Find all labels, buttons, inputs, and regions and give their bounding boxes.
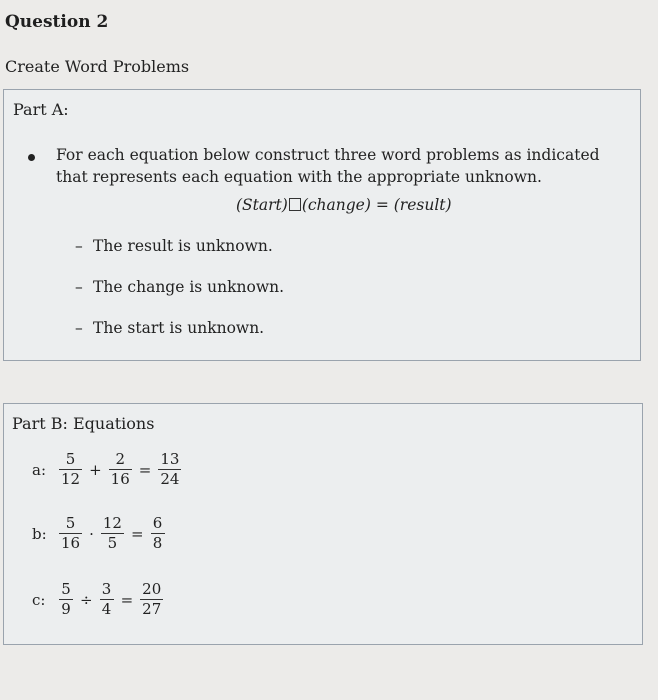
equation-change: (change)	[301, 196, 371, 214]
fraction: $\frac{13}{24}$	[160, 450, 180, 488]
list-item-text: The start is unknown.	[93, 319, 265, 337]
equals-sign: =	[120, 590, 134, 609]
fraction: $\frac{5}{16}$	[61, 514, 81, 552]
fraction: $\frac{12}{5}$	[102, 514, 122, 552]
list-item	[75, 319, 264, 337]
list-item	[75, 237, 273, 255]
fraction: $\frac{5}{12}$	[61, 450, 81, 488]
equation-start: (Start)	[236, 196, 288, 214]
fraction: $\frac{6}{8}$	[151, 514, 165, 553]
dash-icon: –	[75, 237, 83, 255]
part-a-label: Part A:	[13, 100, 69, 119]
dash-icon: –	[75, 319, 83, 337]
fraction: $\frac{20}{27}$	[142, 580, 162, 618]
operator: ·	[89, 524, 94, 543]
part-a-instruction: For each equation below construct three word problems as indicated that represents each equation with the appropriate unknown.	[56, 146, 600, 186]
equation-a	[32, 450, 184, 489]
equals-sign: =	[138, 460, 152, 479]
equation-label: a:	[32, 460, 46, 479]
general-equation	[236, 196, 452, 214]
equation-label: c:	[32, 590, 46, 609]
operator-box-icon	[289, 198, 301, 211]
operator: ÷	[80, 590, 93, 609]
list-item-text: The result is unknown.	[93, 237, 273, 255]
question-title: Question 2	[5, 12, 109, 32]
fraction: $\frac{2}{16}$	[110, 450, 130, 488]
bullet-icon	[28, 154, 35, 161]
equals-sign: =	[130, 524, 144, 543]
part-b-label: Part B: Equations	[12, 414, 155, 433]
equation-label: b:	[32, 524, 47, 543]
fraction: $\frac{5}{9}$	[59, 580, 73, 619]
dash-icon: –	[75, 278, 83, 296]
fraction: $\frac{3}{4}$	[100, 580, 114, 619]
equation-equals: =	[370, 196, 394, 214]
equation-c	[32, 580, 166, 619]
equation-b	[32, 514, 168, 553]
equation-result: (result)	[393, 196, 452, 214]
question-subtitle: Create Word Problems	[5, 57, 190, 76]
list-item-text: The change is unknown.	[93, 278, 285, 296]
operator: +	[89, 460, 102, 479]
list-item	[75, 278, 284, 296]
